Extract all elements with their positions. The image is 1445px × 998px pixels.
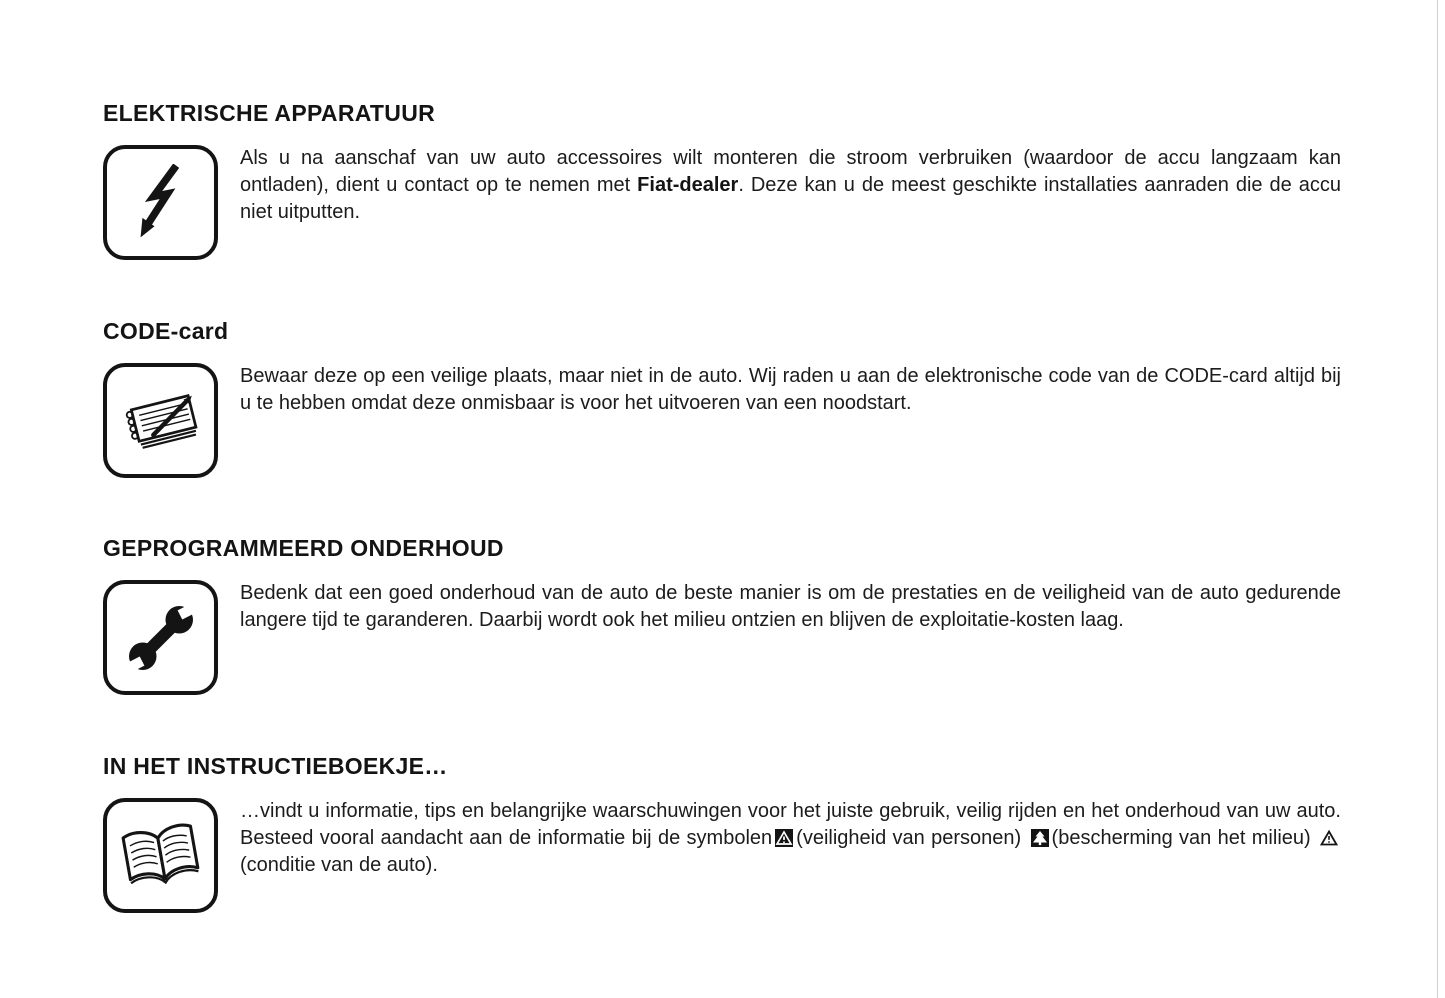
page-edge-line (1437, 0, 1438, 998)
section-heading-electrical: ELEKTRISCHE APPARATUUR (103, 100, 436, 126)
body-run: …vindt u informatie, tips en belangrijke waarschuwingen voor het juiste gebruik, veilig rijden en het onderhoud van uw auto. Besteed vooral aandacht aan de informatie bij de symbolen (240, 800, 1341, 849)
notepad-pencil-icon (103, 363, 218, 478)
body-run: . Deze kan u de meest geschikte installaties aanraden die de accu niet uitputten. (240, 174, 1341, 223)
section-body-electrical (240, 145, 1341, 226)
danger-square-icon (775, 829, 793, 847)
body-run: Als u na aanschaf van uw auto accessoires wilt monteren die stroom verbruiken (waardoor de accu langzaam kan ontladen), dient u contact op te nemen met (240, 147, 1341, 196)
section-heading-code-card: CODE-card (103, 318, 229, 344)
section-electrical (103, 100, 1343, 260)
section-handbook (103, 753, 1343, 913)
section-body-handbook (240, 798, 1341, 879)
section-row (103, 580, 1343, 695)
section-heading-maintenance: GEPROGRAMMEERD ONDERHOUD (103, 535, 504, 561)
section-heading-handbook: IN HET INSTRUCTIEBOEKJE… (103, 753, 448, 779)
section-code-card (103, 318, 1343, 478)
section-body-code-card: Bewaar deze op een veilige plaats, maar niet in de auto. Wij raden u aan de elektronische code van de CODE-card altijd bij u te hebben omdat deze onmisbaar is voor het uitvoeren van een noodstart. (240, 365, 1341, 414)
section-row (103, 798, 1343, 913)
body-run: (conditie van de auto). (240, 854, 438, 876)
warning-triangle-icon (1320, 829, 1338, 847)
tree-square-icon (1031, 829, 1049, 847)
section-maintenance (103, 535, 1343, 695)
section-body-maintenance: Bedenk dat een goed onderhoud van de auto de beste manier is om de prestaties en de veiligheid van de auto gedurende langere tijd te garanderen. Daarbij wordt ook het milieu ontzien en blijven de exploitatie-kosten laag. (240, 582, 1341, 631)
wrench-icon (103, 580, 218, 695)
section-row (103, 145, 1343, 260)
section-row (103, 363, 1343, 478)
body-run: (veiligheid van personen) (796, 827, 1022, 849)
open-book-icon (103, 798, 218, 913)
body-bold-fiat-dealer: Fiat-dealer (637, 174, 739, 196)
lightning-icon (103, 145, 218, 260)
body-run: (bescherming van het milieu) (1051, 827, 1311, 849)
